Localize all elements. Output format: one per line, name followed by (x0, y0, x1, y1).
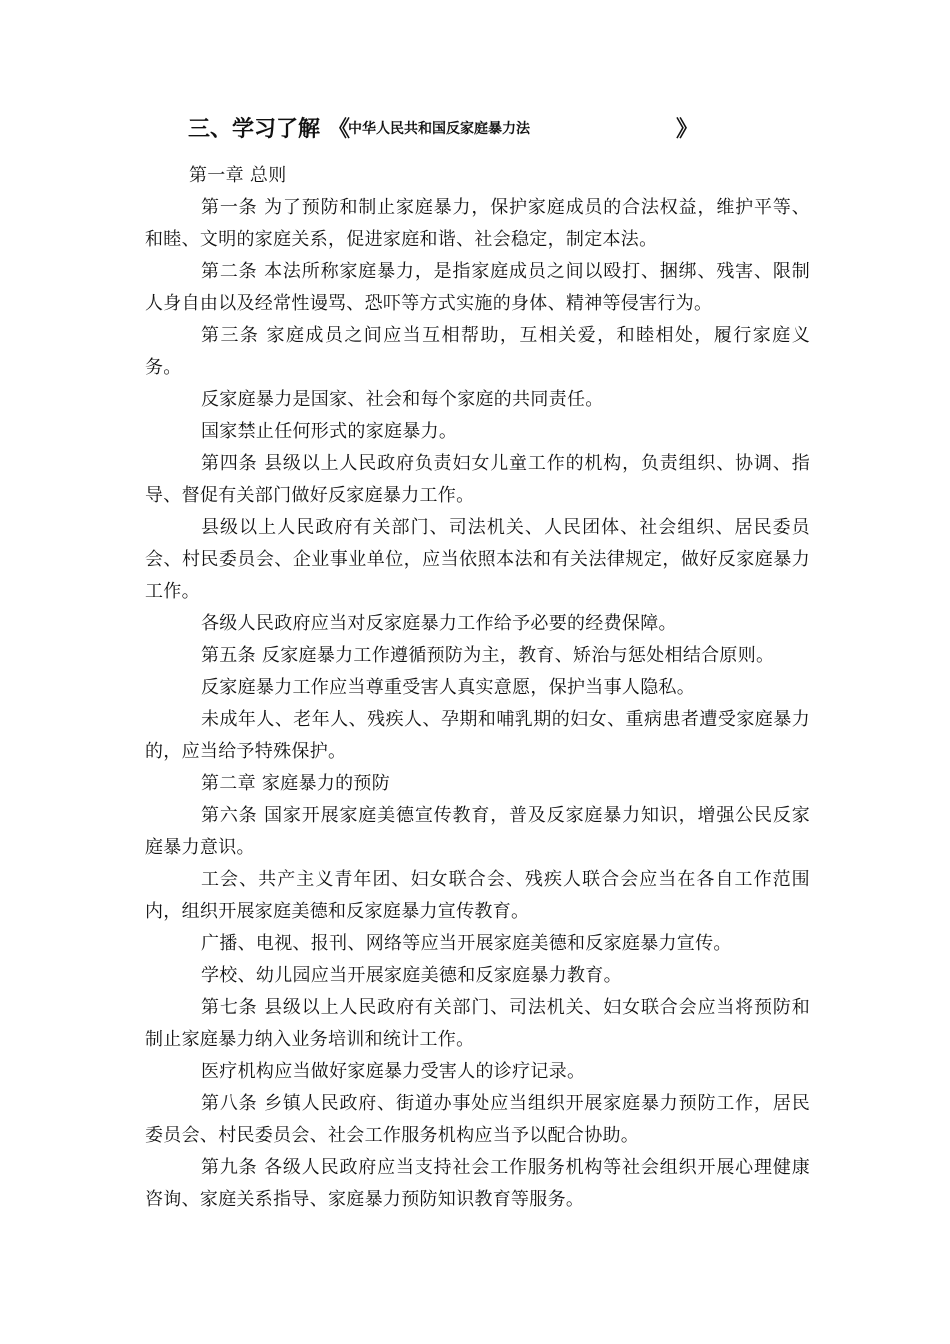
article-paragraph: 医疗机构应当做好家庭暴力受害人的诊疗记录。 (201, 1061, 586, 1082)
article-paragraph: 县级以上人民政府有关部门、司法机关、人民团体、社会组织、居民委员会、村民委员会、企业事业单位，应当依照本法和有关法律规定，做好反家庭暴力工作。 (145, 517, 810, 602)
title-close-bracket: 》 (676, 117, 699, 142)
article-paragraph: 第一条 为了预防和制止家庭暴力，保护家庭成员的合法权益，维护平等、和睦、文明的家庭关系，促进家庭和谐、社会稳定，制定本法。 (145, 197, 810, 250)
law-name: 中华人民共和国反家庭暴力法 (348, 121, 530, 137)
section-heading: 三、学习了解 (188, 117, 321, 142)
article-paragraph: 学校、幼儿园应当开展家庭美德和反家庭暴力教育。 (201, 965, 622, 986)
article-paragraph: 第六条 国家开展家庭美德宣传教育，普及反家庭暴力知识，增强公民反家庭暴力意识。 (145, 805, 810, 858)
article-paragraph: 第二条 本法所称家庭暴力，是指家庭成员之间以殴打、捆绑、残害、限制人身自由以及经常性谩骂、恐吓等方式实施的身体、精神等侵害行为。 (145, 261, 810, 314)
title-open-bracket: 《 (328, 117, 351, 142)
article-paragraph: 第九条 各级人民政府应当支持社会工作服务机构等社会组织开展心理健康咨询、家庭关系指导、家庭暴力预防知识教育等服务。 (145, 1157, 810, 1210)
article-paragraph: 国家禁止任何形式的家庭暴力。 (201, 421, 458, 442)
article-paragraph: 工会、共产主义青年团、妇女联合会、残疾人联合会应当在各自工作范围内，组织开展家庭美德和反家庭暴力宣传教育。 (145, 869, 810, 922)
article-paragraph: 第五条 反家庭暴力工作遵循预防为主，教育、矫治与惩处相结合原则。 (201, 645, 775, 666)
section-title (188, 110, 728, 146)
article-paragraph: 第八条 乡镇人民政府、街道办事处应当组织开展家庭暴力预防工作，居民委员会、村民委员会、社会工作服务机构应当予以配合协助。 (145, 1093, 810, 1146)
article-paragraph: 各级人民政府应当对反家庭暴力工作给予必要的经费保障。 (201, 613, 677, 634)
article-paragraph: 第三条 家庭成员之间应当互相帮助，互相关爱，和睦相处，履行家庭义务。 (145, 325, 810, 378)
article-paragraph: 第七条 县级以上人民政府有关部门、司法机关、妇女联合会应当将预防和制止家庭暴力纳入业务培训和统计工作。 (145, 997, 810, 1050)
chapter-heading: 第二章 家庭暴力的预防 (201, 773, 391, 794)
article-paragraph: 第四条 县级以上人民政府负责妇女儿童工作的机构，负责组织、协调、指导、督促有关部门做好反家庭暴力工作。 (145, 453, 810, 506)
document-body (145, 160, 810, 1216)
article-paragraph: 反家庭暴力是国家、社会和每个家庭的共同责任。 (201, 389, 604, 410)
article-paragraph: 反家庭暴力工作应当尊重受害人真实意愿，保护当事人隐私。 (201, 677, 696, 698)
chapter-heading: 第一章 总则 (189, 165, 287, 186)
article-paragraph: 广播、电视、报刊、网络等应当开展家庭美德和反家庭暴力宣传。 (201, 933, 732, 954)
article-paragraph: 未成年人、老年人、残疾人、孕期和哺乳期的妇女、重病患者遭受家庭暴力的，应当给予特殊保护。 (145, 709, 810, 762)
